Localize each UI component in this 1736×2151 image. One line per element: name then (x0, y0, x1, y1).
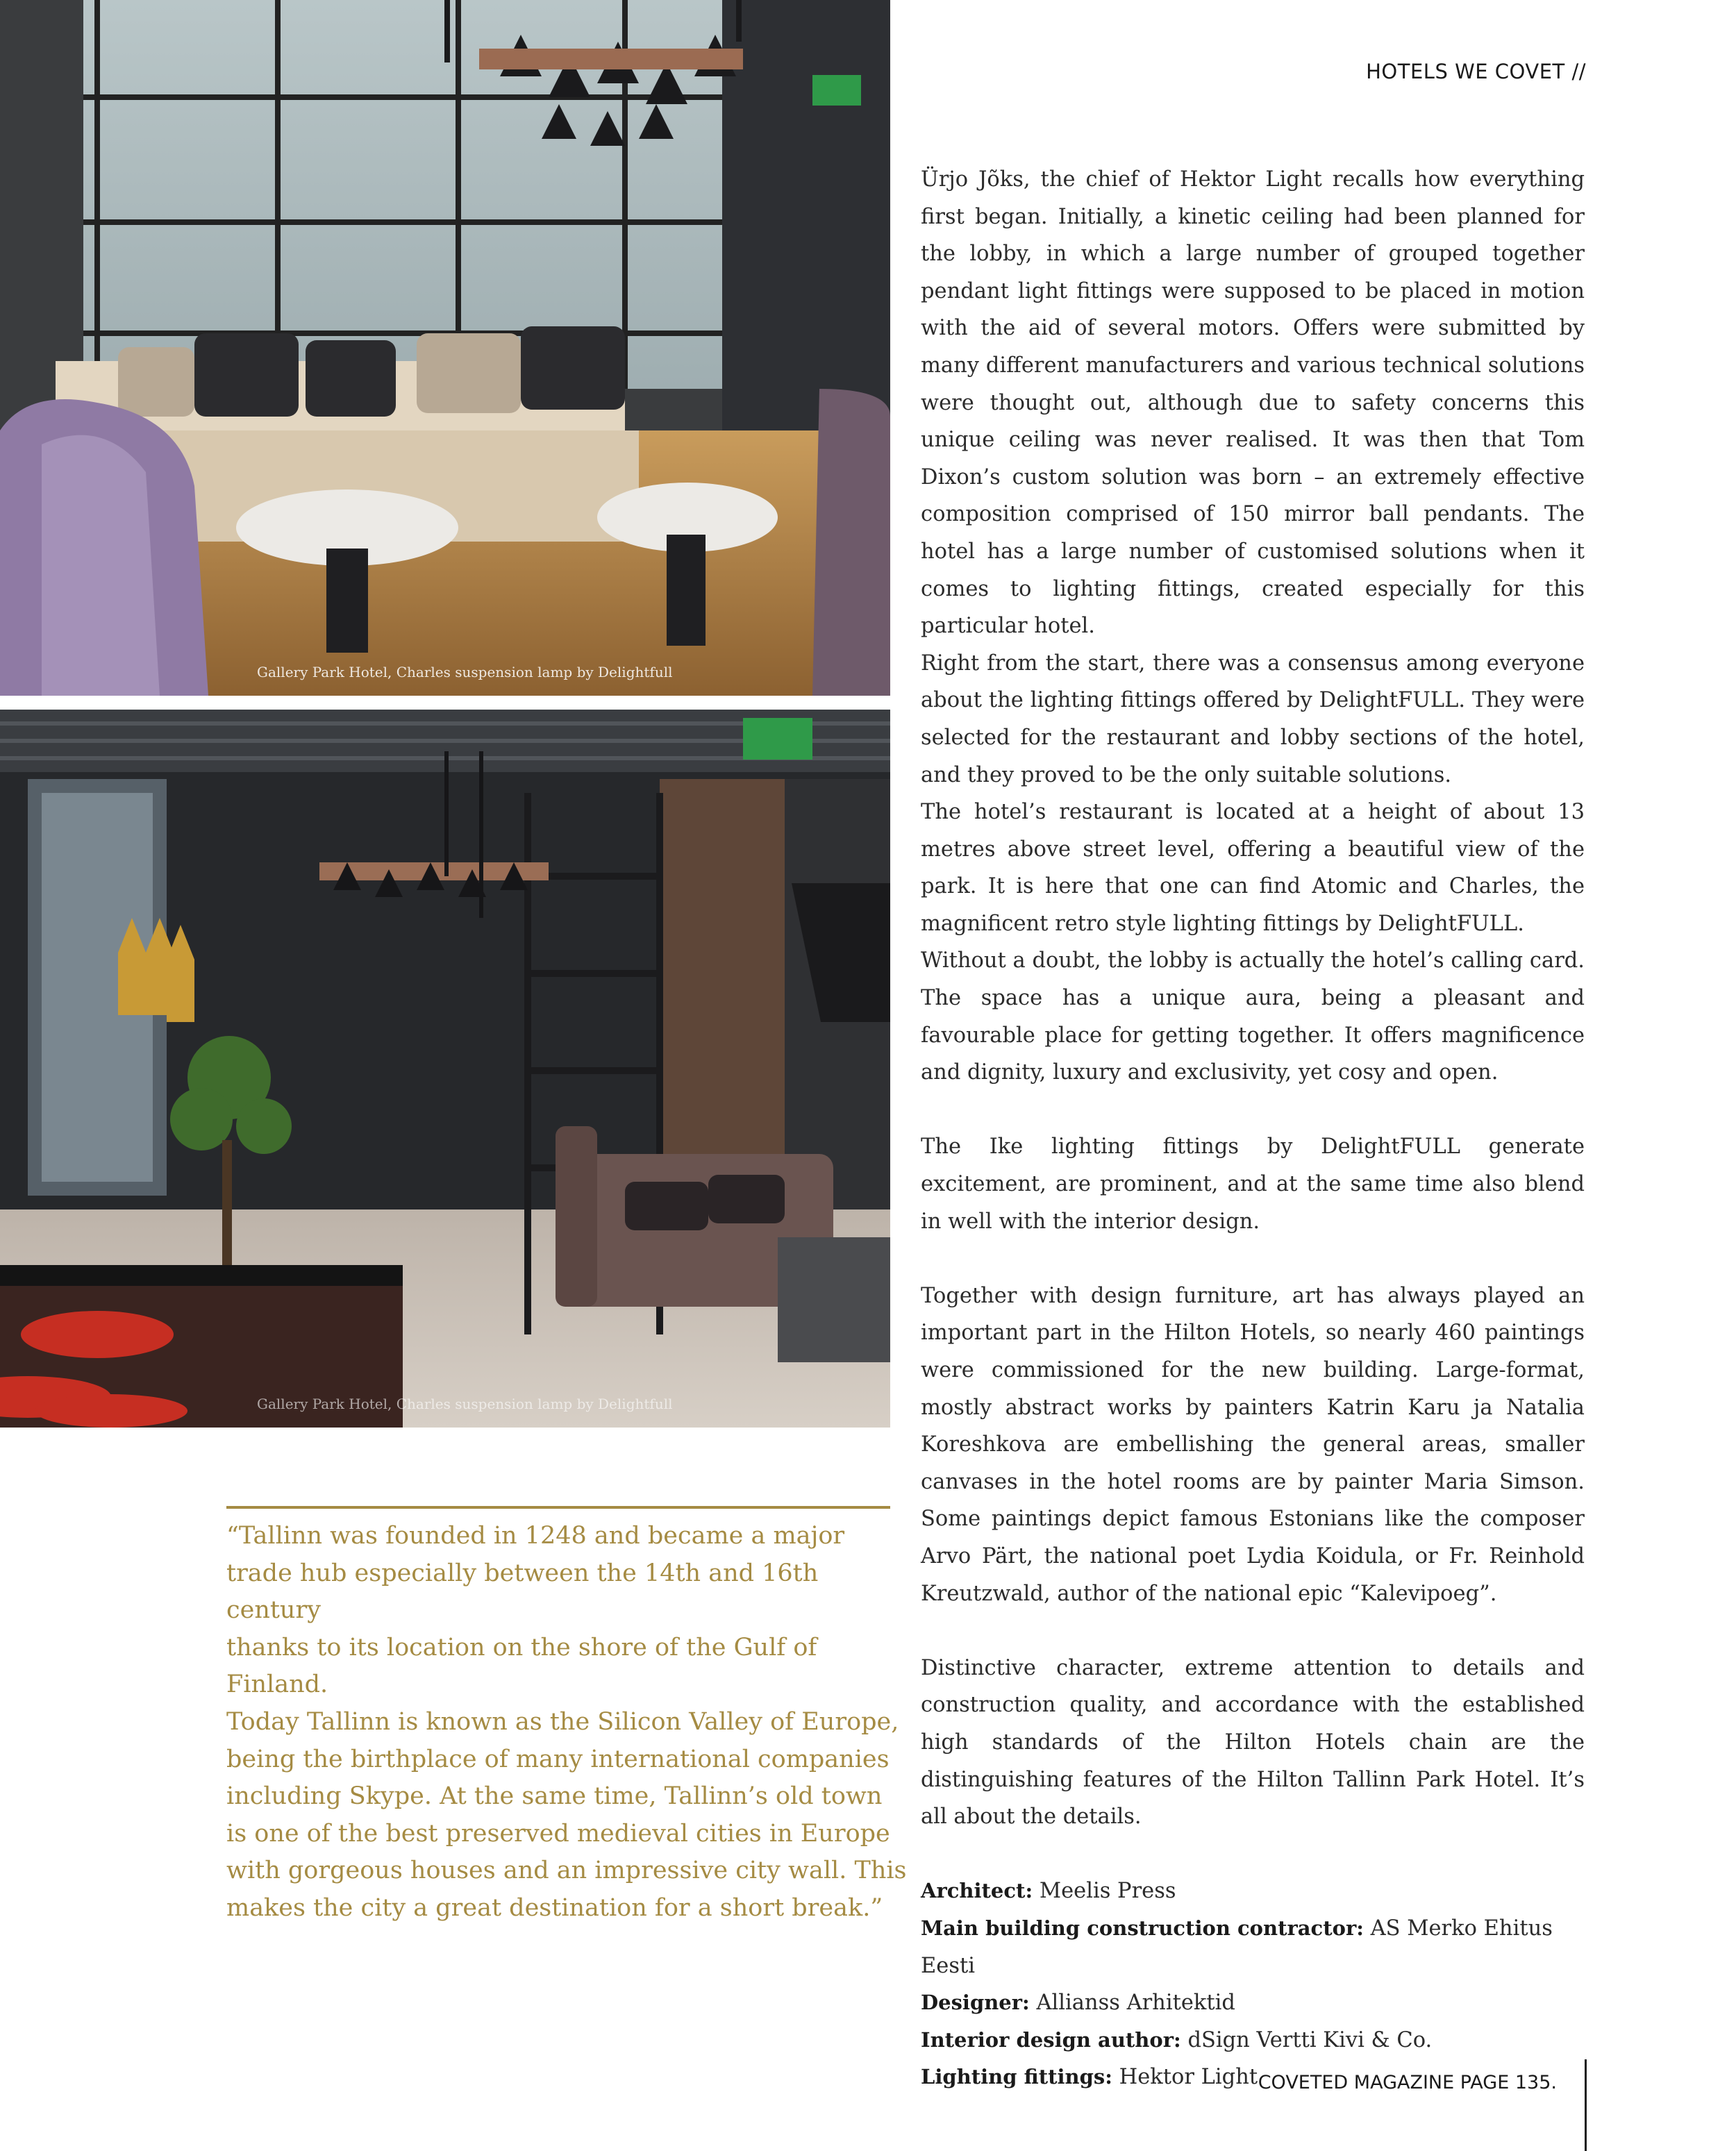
section-header: HOTELS WE COVET // (1366, 60, 1586, 83)
credit-value: AS Merko Ehitus Eesti (921, 1916, 1553, 1978)
quote-line: thanks to its location on the shore of the Gulf of Finland. (226, 1633, 817, 1699)
body-paragraph: Right from the start, there was a consensus among everyone about the lighting fittings offered by DelightFULL. They were selected for the restaurant and lobby sections of the hotel, and they proved to be the only suitable solutions. (921, 651, 1585, 787)
credit-key: Architect: (921, 1879, 1033, 1903)
article-body (921, 161, 1585, 2096)
quote-line: Today Tallinn is known as the Silicon Valley of Europe, (226, 1707, 899, 1736)
credit-key: Designer: (921, 1991, 1030, 2015)
credit-architect (921, 1873, 1585, 1910)
credit-contractor (921, 1910, 1585, 1984)
pull-quote (226, 1518, 907, 1927)
restaurant-photo (0, 710, 890, 1428)
photo-caption: Gallery Park Hotel, Charles suspension lamp by Delightfull (257, 1396, 673, 1412)
quote-line: is one of the best preserved medieval cities in Europe (226, 1819, 890, 1848)
project-credits (921, 1873, 1585, 2096)
lobby-lounge-photo (0, 0, 890, 696)
credit-value: Allianss Arhitektid (1036, 1991, 1235, 2016)
body-paragraph: Without a doubt, the lobby is actually the hotel’s calling card. The space has a unique aura, being a pleasant and favourable place for getting together. It offers magnificence and dignity, luxury and exclusivity, yet cosy and open. (921, 948, 1585, 1085)
page-footer: COVETED MAGAZINE PAGE 135. (1258, 2072, 1557, 2093)
quote-line: with gorgeous houses and an impressive city wall. This (226, 1857, 907, 1885)
credit-key: Lighting fittings: (921, 2065, 1112, 2089)
body-paragraph: The Ike lighting fittings by DelightFULL generate excitement, are prominent, and at the same time also blend in well with the interior design. (921, 1135, 1585, 1234)
footer-rule (1585, 2059, 1587, 2151)
quote-line: including Skype. At the same time, Tallinn’s old town (226, 1782, 883, 1811)
credit-key: Main building construction contractor: (921, 1916, 1364, 1940)
credit-value: Meelis Press (1039, 1879, 1176, 1904)
credit-value: dSign Vertti Kivi & Co. (1187, 2027, 1433, 2052)
quote-line: trade hub especially between the 14th and 16th century (226, 1559, 819, 1625)
quote-line: being the birthplace of many international companies (226, 1745, 890, 1773)
lobby-lounge-illustration (0, 0, 890, 696)
quote-divider (226, 1506, 890, 1509)
credit-key: Interior design author: (921, 2027, 1181, 2052)
quote-line: “Tallinn was founded in 1248 and became a major (226, 1522, 845, 1550)
credit-designer (921, 1984, 1585, 2022)
credit-value: Hektor Light (1119, 2065, 1258, 2090)
credit-interior (921, 2022, 1585, 2059)
body-paragraph: Distinctive character, extreme attention to details and construction quality, and accordance with the established high standards of the Hilton Hotels chain are the distinguishing features of the Hilton Tallinn Park Hotel. It’s all about the details. (921, 1655, 1585, 1830)
quote-line: makes the city a great destination for a short break.” (226, 1893, 883, 1922)
body-paragraph: Together with design furniture, art has always played an important part in the Hilton Hotels, so nearly 460 paintings were commissioned for the new building. Large-format, mostly abstract works by painters Katrin Karu ja Natalia Koreshkova are embellishing the general areas, smaller canvases in the hotel rooms are by painter Maria Simson. Some paintings depict famous Estonians like the composer Arvo Pärt, the national poet Lydia Koidula, or Fr. Reinhold Kreutzwald, author of the national epic “Kalevipoeg”. (921, 1283, 1585, 1606)
body-paragraph: Ürjo Jõks, the chief of Hektor Light recalls how everything first began. Initially, a kinetic ceiling had been planned for the lobby, in which a large number of grouped together pendant light fittings were supposed to be placed in motion with the aid of several motors. Offers were submitted by many different manufacturers and various technical solutions were thought out, although due to safety concerns this unique ceiling was never realised. It was then that Tom Dixon’s custom solution was born – an extremely effective composition comprised of 150 mirror ball pendants. The hotel has a large number of customised solutions when it comes to lighting fittings, created especially for this particular hotel. (921, 167, 1585, 639)
photo-caption: Gallery Park Hotel, Charles suspension lamp by Delightfull (257, 664, 673, 680)
restaurant-illustration (0, 710, 890, 1428)
body-paragraph: The hotel’s restaurant is located at a height of about 13 metres above street level, offering a beautiful view of the park. It is here that one can find Atomic and Charles, the magnificent retro style lighting fittings by DelightFULL. (921, 800, 1585, 936)
